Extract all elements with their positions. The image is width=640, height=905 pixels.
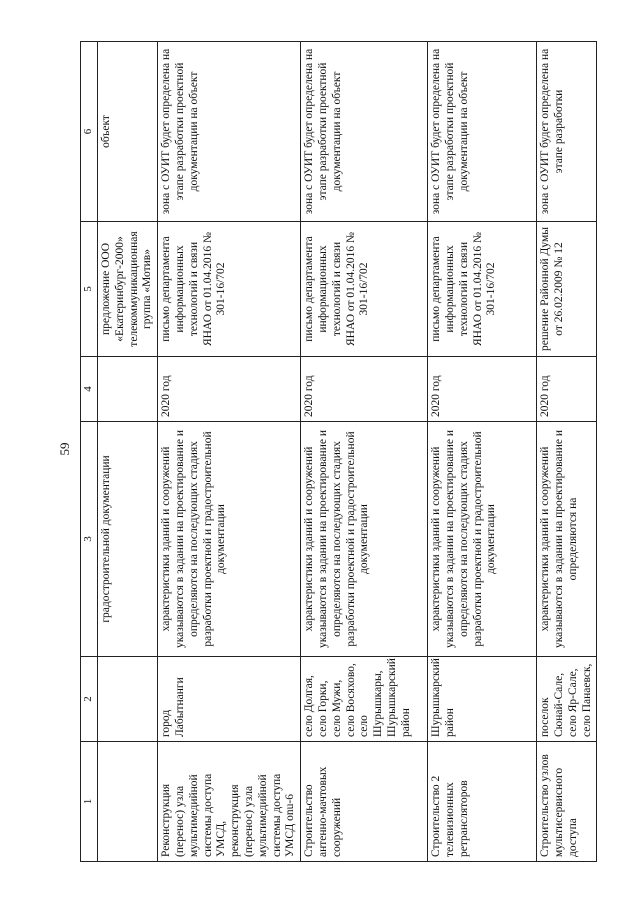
table-row [428, 42, 537, 862]
objects-table [80, 41, 597, 862]
cell-basis: письмо департамента информационных технологий и связи ЯНАО от 01.04.2016 № 301-16/702 [158, 222, 301, 357]
cell-zone: объект [98, 42, 158, 222]
cell-zone: зона с ОУИТ будет определена на этапе разработки проектной документации на объект [428, 42, 537, 222]
table-row [158, 42, 301, 862]
cell-characteristics: характеристики зданий и сооружений указываются в задании на проектирование и определяются на последующих стадиях разработки проектной и градостроительной документации [301, 422, 428, 657]
cell-object-name: Строительство 2 телевизионных ретрансляторов [428, 742, 537, 862]
cell-object-name: Строительство узлов мультисервисного доступа [537, 742, 597, 862]
cell-zone: зона с ОУИТ будет определена на этапе разработки проектной документации на объект [301, 42, 428, 222]
header-col-3: 3 [81, 422, 98, 657]
cell-location [98, 657, 158, 742]
cell-location: село Долгая, село Горки, село Мужи, село Восяхово, село Шурышкары, Шурышкарский район [301, 657, 428, 742]
cell-object-name: Реконструкция (перенос) узла мультимедийной системы доступа УМСД, реконструкция (перенос) узла мультимедийной системы доступа УМСД onu-6 [158, 742, 301, 862]
header-col-5: 5 [81, 222, 98, 357]
table-row [301, 42, 428, 862]
cell-characteristics: характеристики зданий и сооружений указываются в задании на проектирование и определяются на [537, 422, 597, 657]
cell-deadline: 2020 год [158, 357, 301, 422]
cell-object-name [98, 742, 158, 862]
cell-characteristics: характеристики зданий и сооружений указываются в задании на проектирование и определяются на последующих стадиях разработки проектной и градостроительной документации [158, 422, 301, 657]
cell-characteristics: характеристики зданий и сооружений указываются в задании на проектирование и определяются на последующих стадиях разработки проектной и градостроительной документации [428, 422, 537, 657]
cell-deadline: 2020 год [428, 357, 537, 422]
table-row [537, 42, 597, 862]
cell-basis: решение Районной Думы от 26.02.2009 № 12 [537, 222, 597, 357]
header-col-4: 4 [81, 357, 98, 422]
cell-location: поселок Сюнай-Сале, село Яр-Сале, село Панаевск, [537, 657, 597, 742]
header-col-1: 1 [81, 742, 98, 862]
cell-zone: зона с ОУИТ будет определена на этапе разработки [537, 42, 597, 222]
page-number: 59 [57, 442, 72, 456]
header-col-2: 2 [81, 657, 98, 742]
cell-object-name: Строительство антенно-мачтовых сооружений [301, 742, 428, 862]
cell-location: город Лабытнанги [158, 657, 301, 742]
header-col-6: 6 [81, 42, 98, 222]
cell-zone: зона с ОУИТ будет определена на этапе разработки проектной документации на объект [158, 42, 301, 222]
continuation-row [98, 42, 158, 862]
cell-basis: предложение ООО «Екатеринбург-2000» телекоммуникационная группа «Мотив» [98, 222, 158, 357]
cell-deadline: 2020 год [537, 357, 597, 422]
header-number-row [81, 42, 98, 862]
cell-deadline: 2020 год [301, 357, 428, 422]
cell-deadline [98, 357, 158, 422]
rotated-table-wrapper [80, 42, 593, 862]
cell-basis: письмо департамента информационных технологий и связи ЯНАО от 01.04.2016 № 301-16/702 [428, 222, 537, 357]
cell-characteristics: градостроительной документации [98, 422, 158, 657]
cell-location: Шурышкарский район [428, 657, 537, 742]
cell-basis: письмо департамента информационных технологий и связи ЯНАО от 01.04.2016 № 301-16/702 [301, 222, 428, 357]
